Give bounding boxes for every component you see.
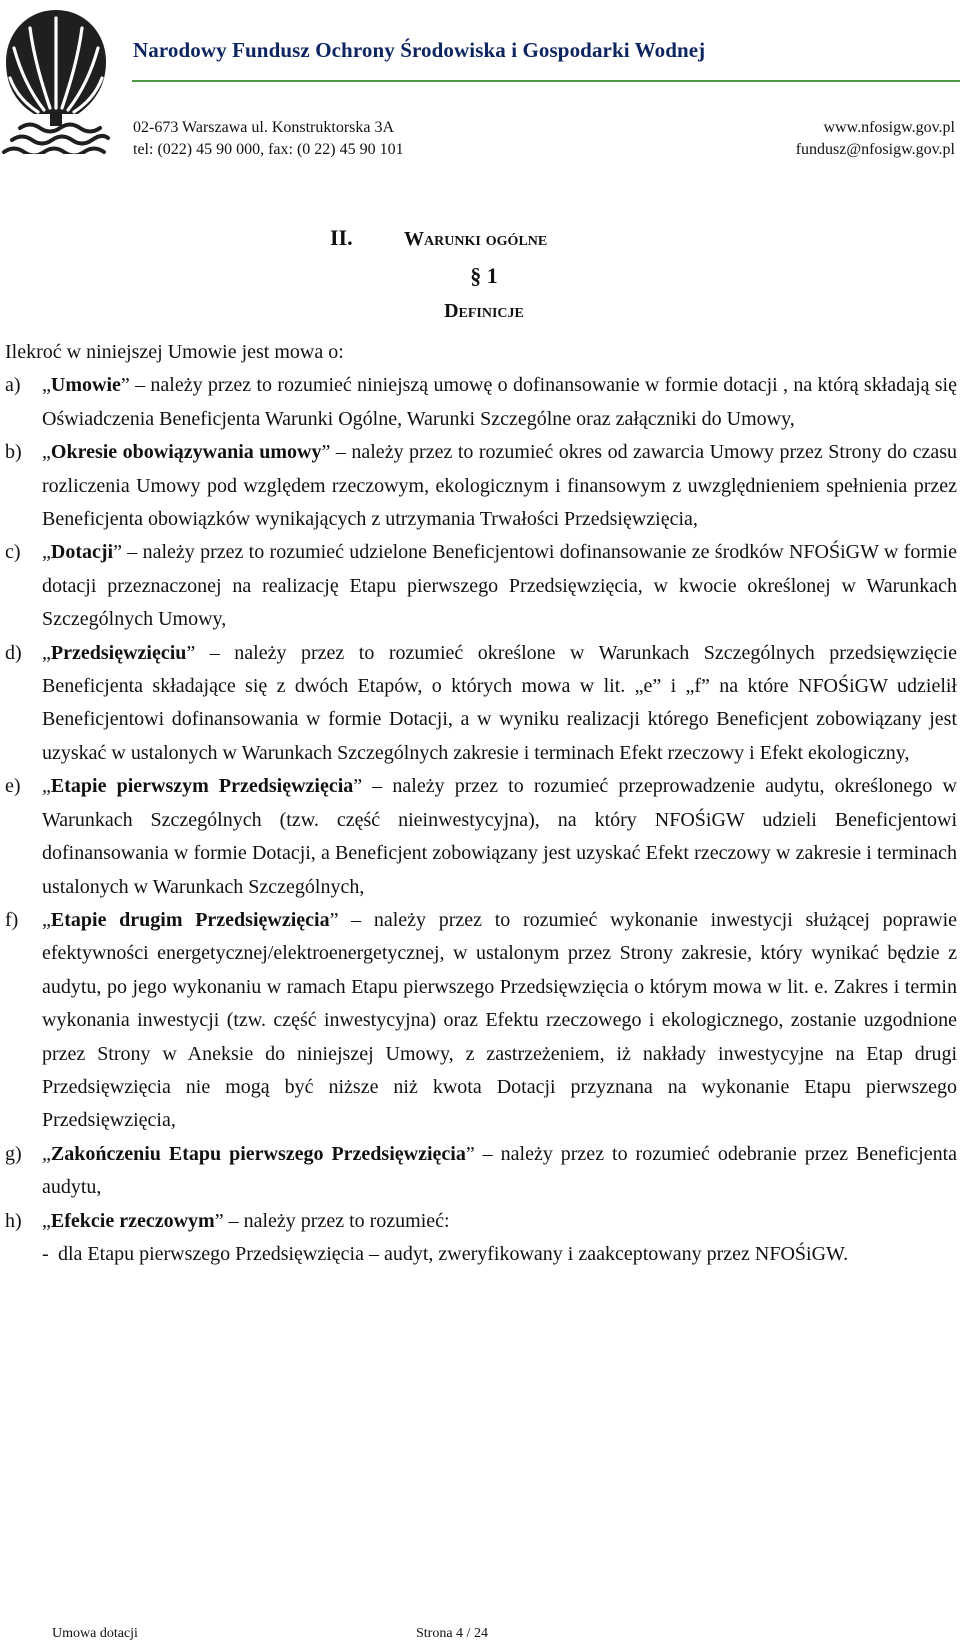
definition-body <box>42 1138 957 1205</box>
definition-body <box>42 637 957 771</box>
footer-document-name: Umowa dotacji <box>52 1626 138 1641</box>
definition-letter: f) <box>5 908 19 931</box>
open-quote: „ <box>42 441 51 464</box>
definition-body <box>42 770 957 904</box>
open-quote: „ <box>42 374 51 397</box>
open-quote: „ <box>42 641 51 664</box>
close-quote: ” <box>321 441 331 464</box>
section-title: Warunki ogólne <box>404 228 548 250</box>
definition-body <box>42 1205 957 1272</box>
definition-item <box>5 770 957 904</box>
definition-term: Dotacji <box>50 541 114 564</box>
definitions-list <box>5 369 957 1271</box>
definition-letter: d) <box>5 641 22 664</box>
definition-item <box>5 1205 957 1272</box>
open-quote: „ <box>42 1209 51 1232</box>
definition-text: – należy przez to rozumieć wykonanie inwestycji służącej poprawie efektywności energetycznej/elektroenergetycznej, w ustalonym przez Strony zakresie, który wynikać będzie z audytu, po jego wykonaniu w ramach Etapu pierwszego Przedsięwzięcia o którym mowa w lit. e. Zakres i termin wykonania inwestycji (tzw. część inwestycyjna) oraz Efektu rzeczowego i ekologicznego, zostanie uzgodnione przez Strony w Aneksie do niniejszej Umowy, z zastrzeżeniem, iż nakłady inwestycyjne na Etap drugi Przedsięwzięcia nie mogą być niższe niż kwota Dotacji przyznana na wykonanie Etapu pierwszego Przedsięwzięcia, <box>42 908 958 1132</box>
phone-fax: tel: (022) 45 90 000, fax: (0 22) 45 90 101 <box>133 141 404 158</box>
open-quote: „ <box>42 541 51 564</box>
subitem-text: dla Etapu pierwszego Przedsięwzięcia – audyt, zweryfikowany i zaakceptowany przez NFOŚiGW. <box>58 1242 849 1265</box>
section-number: II. <box>330 225 353 250</box>
nfosigw-logo <box>0 4 112 154</box>
definition-letter: b) <box>5 441 22 464</box>
definition-item <box>5 369 957 436</box>
definition-letter: e) <box>5 775 21 798</box>
definition-line <box>42 1205 957 1238</box>
definition-item <box>5 1138 957 1205</box>
definition-body <box>42 369 957 436</box>
website-link[interactable]: www.nfosigw.gov.pl <box>823 119 955 136</box>
close-quote: ” <box>113 541 122 564</box>
contact-block <box>796 117 955 161</box>
definition-term: Etapie pierwszym Przedsięwzięcia <box>50 775 354 798</box>
paragraph-number <box>0 263 960 289</box>
definition-item <box>5 536 957 636</box>
organization-name: Narodowy Fundusz Ochrony Środowiska i Gospodarki Wodnej <box>133 38 706 62</box>
definition-term: Umowie <box>50 374 121 397</box>
definitions-title: Definicje <box>444 300 524 322</box>
close-quote: ” <box>214 1209 224 1232</box>
footer-page-number: Strona 4 / 24 <box>416 1626 488 1641</box>
definitions-heading <box>0 300 960 323</box>
close-quote: ” <box>329 908 339 931</box>
header-divider <box>132 80 960 82</box>
definition-text: – należy przez to rozumieć określone w Warunkach Szczególnych przedsięwzięcie Beneficjenta składające się z dwóch Etapów, o których mowa w lit. „e” i „f” na które NFOŚiGW udzielił Beneficjentowi dofinansowania w formie Dotacji, a w wyniku realizacji którego Beneficjent zobowiązany jest uzyskać w ustalonych w Warunkach Szczególnych zakresie i terminach Efekt rzeczowy i Efekt ekologiczny, <box>42 641 957 764</box>
intro-text: Ilekroć w niniejszej Umowie jest mowa o: <box>5 341 344 363</box>
close-quote: ” <box>353 775 363 798</box>
definition-item <box>5 436 957 536</box>
definition-text: – należy przez to rozumieć niniejszą umowę o dofinansowanie w formie dotacji , na którą składają się Oświadczenia Beneficjenta Warunki Ogólne, Warunki Szczególne oraz załączniki do Umowy, <box>42 374 957 430</box>
definition-text: – należy przez to rozumieć: <box>223 1209 450 1232</box>
definition-term: Okresie obowiązywania umowy <box>50 441 322 464</box>
address-block <box>133 117 404 161</box>
definition-text: – należy przez to rozumieć udzielone Beneficjentowi dofinansowanie ze środków NFOŚiGW w formie dotacji przeznaczonej na realizację Etapu pierwszego Przedsięwzięcia, w kwocie określonej w Warunkach Szczególnych Umowy, <box>42 541 957 631</box>
definition-letter: c) <box>5 541 21 564</box>
definition-subitem <box>42 1238 957 1271</box>
definition-item <box>5 904 957 1138</box>
close-quote: ” <box>186 641 196 664</box>
definition-term: Efekcie rzeczowym <box>50 1209 215 1232</box>
definition-term: Zakończeniu Etapu pierwszego Przedsięwzięcia <box>50 1142 466 1165</box>
email-link[interactable]: fundusz@nfosigw.gov.pl <box>795 141 955 158</box>
definition-term: Etapie drugim Przedsięwzięcia <box>50 908 330 931</box>
definition-letter: h) <box>5 1209 22 1232</box>
open-quote: „ <box>42 1142 51 1165</box>
definition-term: Przedsięwzięciu <box>50 641 187 664</box>
postal-address: 02-673 Warszawa ul. Konstruktorska 3A <box>133 119 395 136</box>
definition-body <box>42 436 957 536</box>
close-quote: ” <box>120 374 130 397</box>
close-quote: ” <box>465 1142 475 1165</box>
subitem-dash: - <box>42 1242 49 1265</box>
definition-body <box>42 536 957 636</box>
definition-text: – należy przez to rozumieć okres od zawarcia Umowy przez Strony do czasu rozliczenia Umowy pod względem rzeczowym, ekologicznym i finansowym z uwzględnieniem spełnienia przez Beneficjenta obowiązków wynikających z utrzymania Trwałości Przedsięwzięcia, <box>42 441 958 531</box>
definition-letter: g) <box>5 1142 22 1165</box>
paragraph-sign: § 1 <box>470 263 498 288</box>
definition-item <box>5 637 957 771</box>
document-body <box>5 336 957 1271</box>
definition-body <box>42 904 957 1138</box>
definition-text: – należy przez to rozumieć przeprowadzenie audytu, określonego w Warunkach Szczególnych (tzw. część nieinwestycyjna), na który NFOŚiGW udzieli Beneficjentowi dofinansowania w formie Dotacji, a Beneficjent zobowiązany jest uzyskać Efekt rzeczowy w zakresie i terminach ustalonych w Warunkach Szczególnych, <box>42 775 957 898</box>
definition-letter: a) <box>5 374 21 397</box>
open-quote: „ <box>42 775 51 798</box>
open-quote: „ <box>42 908 51 931</box>
definition-text: – należy przez to rozumieć odebranie przez Beneficjenta audytu, <box>42 1142 957 1199</box>
